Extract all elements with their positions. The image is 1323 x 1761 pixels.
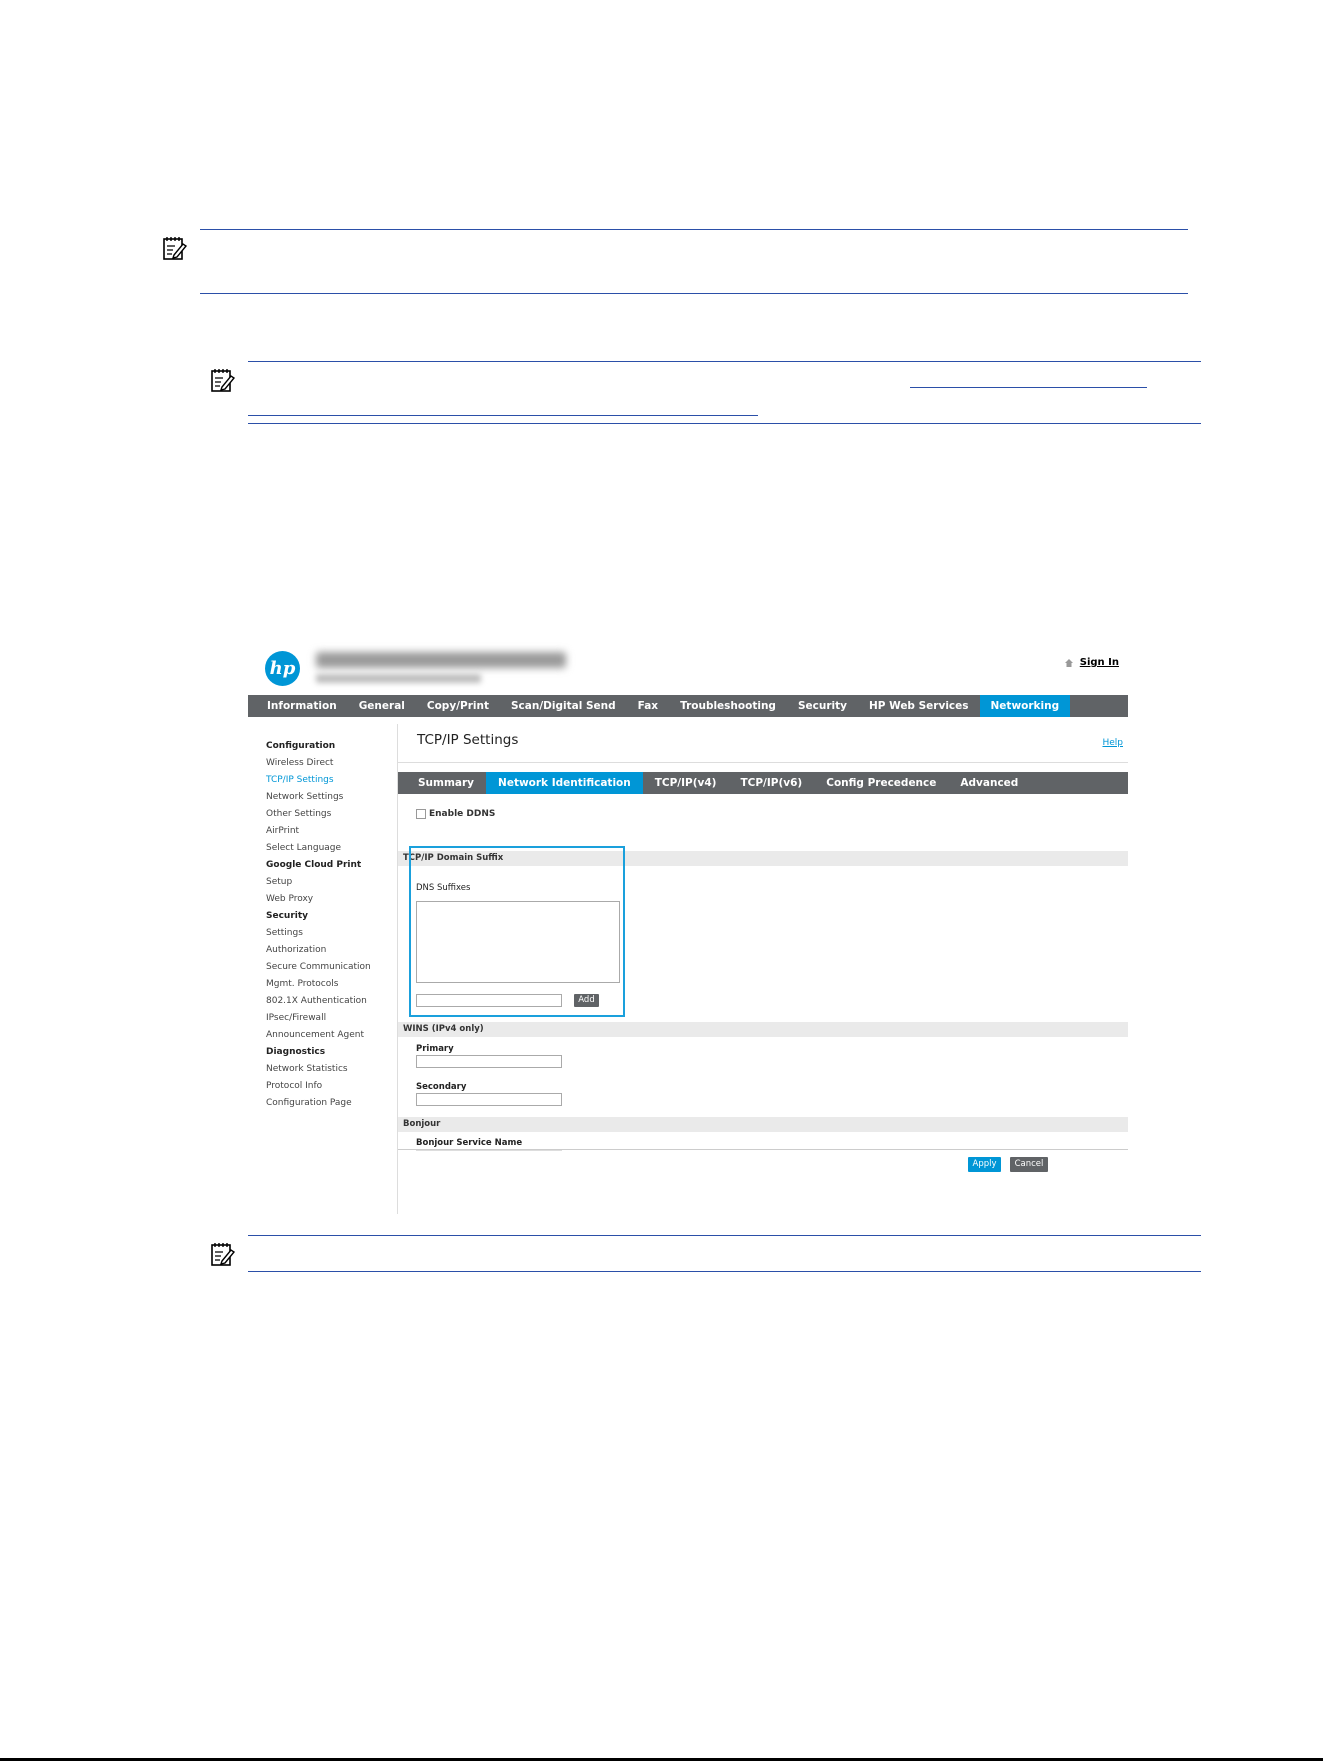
sidebar-item-configuration-page[interactable]: Configuration Page	[266, 1098, 352, 1108]
highlight-box	[409, 846, 625, 1017]
settings-content	[398, 717, 1128, 1217]
top-tab-scan-digital-send[interactable]: Scan/Digital Send	[510, 700, 616, 712]
note-icon	[210, 367, 236, 393]
top-tab-copy-print[interactable]: Copy/Print	[426, 700, 489, 712]
note-icon	[162, 235, 188, 261]
sidebar-item-network-statistics[interactable]: Network Statistics	[266, 1064, 348, 1074]
top-tab-fax[interactable]: Fax	[637, 700, 659, 712]
sub-tab-config-precedence[interactable]: Config Precedence	[826, 777, 937, 789]
enable-ddns-checkbox[interactable]	[416, 809, 426, 819]
blurred-printer-address	[316, 674, 481, 683]
sidebar-item-diagnostics[interactable]: Diagnostics	[266, 1047, 326, 1057]
top-tab-information[interactable]: Information	[267, 700, 337, 712]
help-link[interactable]: Help	[1102, 738, 1123, 748]
note-icon	[210, 1241, 236, 1267]
link-underline[interactable]	[248, 415, 758, 416]
enable-ddns-label: Enable DDNS	[429, 809, 496, 819]
sign-in-link[interactable]	[1064, 657, 1119, 668]
top-nav	[248, 695, 1128, 717]
sidebar-item-security[interactable]: Security	[266, 911, 309, 921]
blurred-printer-name	[316, 652, 566, 668]
ews-screenshot	[248, 640, 1128, 1210]
title-divider	[398, 762, 1128, 763]
note-rule-bottom	[200, 293, 1188, 294]
sidebar-item-mgmt-protocols[interactable]: Mgmt. Protocols	[266, 979, 339, 989]
cancel-button[interactable]: Cancel	[1010, 1157, 1048, 1172]
sidebar-item-other-settings[interactable]: Other Settings	[266, 809, 332, 819]
link-underline[interactable]	[910, 387, 1147, 388]
note-rule-top	[248, 361, 1201, 362]
sub-nav	[398, 772, 1128, 794]
wins-section-header: WINS (IPv4 only)	[398, 1022, 1128, 1037]
top-tab-general[interactable]: General	[358, 700, 405, 712]
sidebar-item-tcp-ip-settings[interactable]: TCP/IP Settings	[266, 775, 334, 785]
sidebar-item-protocol-info[interactable]: Protocol Info	[266, 1081, 323, 1091]
sidebar-item-secure-communication[interactable]: Secure Communication	[266, 962, 371, 972]
sub-tab-network-identification[interactable]: Network Identification	[486, 772, 643, 794]
footer-divider	[398, 1149, 1128, 1150]
sub-tab-tcp-ip-v4-[interactable]: TCP/IP(v4)	[654, 777, 717, 789]
sidebar-item-network-settings[interactable]: Network Settings	[266, 792, 344, 802]
home-icon	[1064, 658, 1074, 668]
sidebar-item-wireless-direct[interactable]: Wireless Direct	[266, 758, 334, 768]
domain-suffix-section-header: TCP/IP Domain Suffix	[398, 851, 1128, 866]
sidebar-item-select-language[interactable]: Select Language	[266, 843, 342, 853]
sidebar-nav	[266, 738, 406, 1112]
top-tab-networking[interactable]: Networking	[980, 695, 1071, 717]
sidebar-item-google-cloud-print[interactable]: Google Cloud Print	[266, 860, 362, 870]
top-tab-security[interactable]: Security	[797, 700, 847, 712]
sub-tab-summary[interactable]: Summary	[418, 777, 475, 789]
top-tab-hp-web-services[interactable]: HP Web Services	[868, 700, 969, 712]
secondary-label: Secondary	[416, 1082, 467, 1092]
page-title: TCP/IP Settings	[417, 732, 519, 748]
sidebar-item-announcement-agent[interactable]: Announcement Agent	[266, 1030, 365, 1040]
sub-tab-tcp-ip-v6-[interactable]: TCP/IP(v6)	[740, 777, 803, 789]
enable-ddns-row[interactable]	[416, 809, 495, 819]
note-rule-bottom	[248, 423, 1201, 424]
sidebar-item-ipsec-firewall[interactable]: IPsec/Firewall	[266, 1013, 327, 1023]
sub-tab-advanced[interactable]: Advanced	[960, 777, 1019, 789]
note-rule-top	[200, 229, 1188, 230]
sidebar-item-settings[interactable]: Settings	[266, 928, 303, 938]
primary-label: Primary	[416, 1044, 454, 1054]
sidebar-item-802-1x-authentication[interactable]: 802.1X Authentication	[266, 996, 367, 1006]
dns-suffixes-label: DNS Suffixes	[416, 883, 471, 893]
top-tab-troubleshooting[interactable]: Troubleshooting	[680, 700, 776, 712]
secondary-wins-input[interactable]	[416, 1093, 562, 1106]
note-rule-bottom	[248, 1271, 1201, 1272]
bonjour-service-name-label: Bonjour Service Name	[416, 1138, 523, 1148]
bonjour-section-header: Bonjour	[398, 1117, 1128, 1132]
sign-in-label[interactable]: Sign In	[1079, 657, 1119, 668]
sidebar-item-airprint[interactable]: AirPrint	[266, 826, 300, 836]
sidebar-item-web-proxy[interactable]: Web Proxy	[266, 894, 314, 904]
sidebar-item-configuration[interactable]: Configuration	[266, 741, 336, 751]
primary-wins-input[interactable]	[416, 1055, 562, 1068]
hp-logo: hp	[265, 651, 300, 686]
apply-button[interactable]: Apply	[968, 1157, 1001, 1172]
sidebar-item-setup[interactable]: Setup	[266, 877, 293, 887]
note-rule-top	[248, 1235, 1201, 1236]
sidebar-item-authorization[interactable]: Authorization	[266, 945, 327, 955]
add-button[interactable]: Add	[574, 994, 599, 1007]
